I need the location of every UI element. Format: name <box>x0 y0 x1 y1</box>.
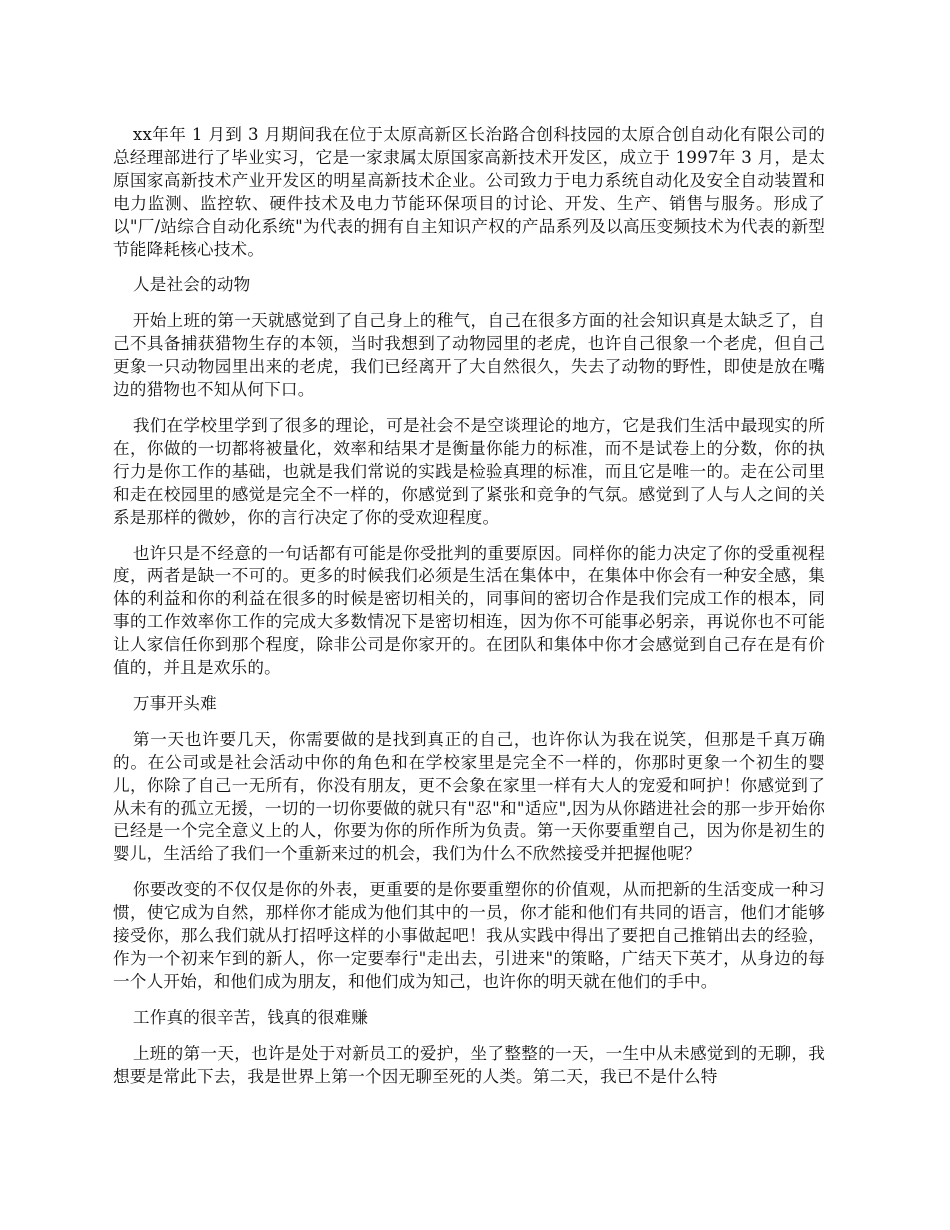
paragraph-company-intro: xx年年 1 月到 3 月期间我在位于太原高新区长治路合创科技园的太原合创自动化有限公司的总经理部进行了毕业实习，它是一家隶属太原国家高新技术开发区，成立于 1997年 3 月，是太原国家高新技术产业开发区的明星高新技术企业。公司致力于电力系统自动化及安全自动装置和电力监测、监控软、硬件技术及电力节能环保项目的讨论、开发、生产、销售与服务。形成了以"厂/站综合自动化系统"为代表的拥有自主知识产权的产品系列及以高压变频技术为代表的新型节能降耗核心技术。 <box>113 125 825 259</box>
section-heading-beginning-hard: 万事开头难 <box>132 693 217 713</box>
document-body <box>113 124 825 1102</box>
paragraph-first-day: 开始上班的第一天就感觉到了自己身上的稚气，自己在很多方面的社会知识真是太缺乏了，自己不具备捕获猎物生存的本领，当时我想到了动物园里的老虎，也许自己很象一个老虎，但自己更象一只动物园里出来的老虎，我们已经离开了大自然很久，失去了动物的野性，即使是放在嘴边的猎物也不知从何下口。 <box>113 311 825 400</box>
section-heading-social-animal: 人是社会的动物 <box>132 275 251 295</box>
paragraph-first-day-work: 上班的第一天，也许是处于对新员工的爱护，坐了整整的一天，一生中从未感觉到的无聊，我想要是常此下去，我是世界上第一个因无聊至死的人类。第二天，我已不是什么特 <box>113 1043 825 1086</box>
paragraph-theory-vs-society: 我们在学校里学到了很多的理论，可是社会不是空谈理论的地方，它是我们生活中最现实的所在，你做的一切都将被量化，效率和结果才是衡量你能力的标准，而不是试卷上的分数，你的执行力是你工作的基础，也就是我们常说的实践是检验真理的标准，而且它是唯一的。走在公司里和走在校园里的感觉是完全不一样的，你感觉到了紧张和竞争的气氛。感觉到了人与人之间的关系是那样的微妙，你的言行决定了你的受欢迎程度。 <box>113 415 825 527</box>
paragraph-teamwork: 也许只是不经意的一句话都有可能是你受批判的重要原因。同样你的能力决定了你的受重视程度，两者是缺一不可的。更多的时候我们必须是生活在集体中，在集体中你会有一种安全感，集体的利益和你的利益在很多的时候是密切相关的，同事间的密切合作是我们完成工作的根本，同事的工作效率你工作的完成大多数情况下是密切相连，因为你不可能事必躬亲，再说你也不可能让人家信任你到那个程度，除非公司是你家开的。在团队和集体中你才会感觉到自己存在是有价值的，并且是欢乐的。 <box>113 543 825 678</box>
section-heading-hard-work: 工作真的很辛苦，钱真的很难赚 <box>132 1007 369 1027</box>
paragraph-reshape-values: 你要改变的不仅仅是你的外表，更重要的是你要重塑你的价值观，从而把新的生活变成一种习惯，使它成为自然，那样你才能成为他们其中的一员，你才能和他们有共同的语言，他们才能够接受你，那么我们就从打招呼这样的小事做起吧！我从实践中得出了要把自己推销出去的经验，作为一个初来乍到的新人，你一定要奉行"走出去，引进来"的策略，广结天下英才，从身边的每一个人开始，和他们成为朋友，和他们成为知己，也许你的明天就在他们的手中。 <box>113 880 825 991</box>
paragraph-find-yourself: 第一天也许要几天，你需要做的是找到真正的自己，也许你认为我在说笑，但那是千真万确的。在公司或是社会活动中你的角色和在学校家里是完全不一样的，你那时更象一个初生的婴儿，你除了自己一无所有，你没有朋友，更不会象在家里一样有大人的宠爱和呵护！你感觉到了从未有的孤立无援，一切的一切你要做的就只有"忍"和"适应",因为从你踏进社会的那一步开始你已经是一个完全意义上的人，你要为你的所作所为负责。第一天你要重塑自己，因为你是初生的婴儿，生活给了我们一个重新来过的机会，我们为什么不欣然接受并把握他呢？ <box>113 729 825 864</box>
